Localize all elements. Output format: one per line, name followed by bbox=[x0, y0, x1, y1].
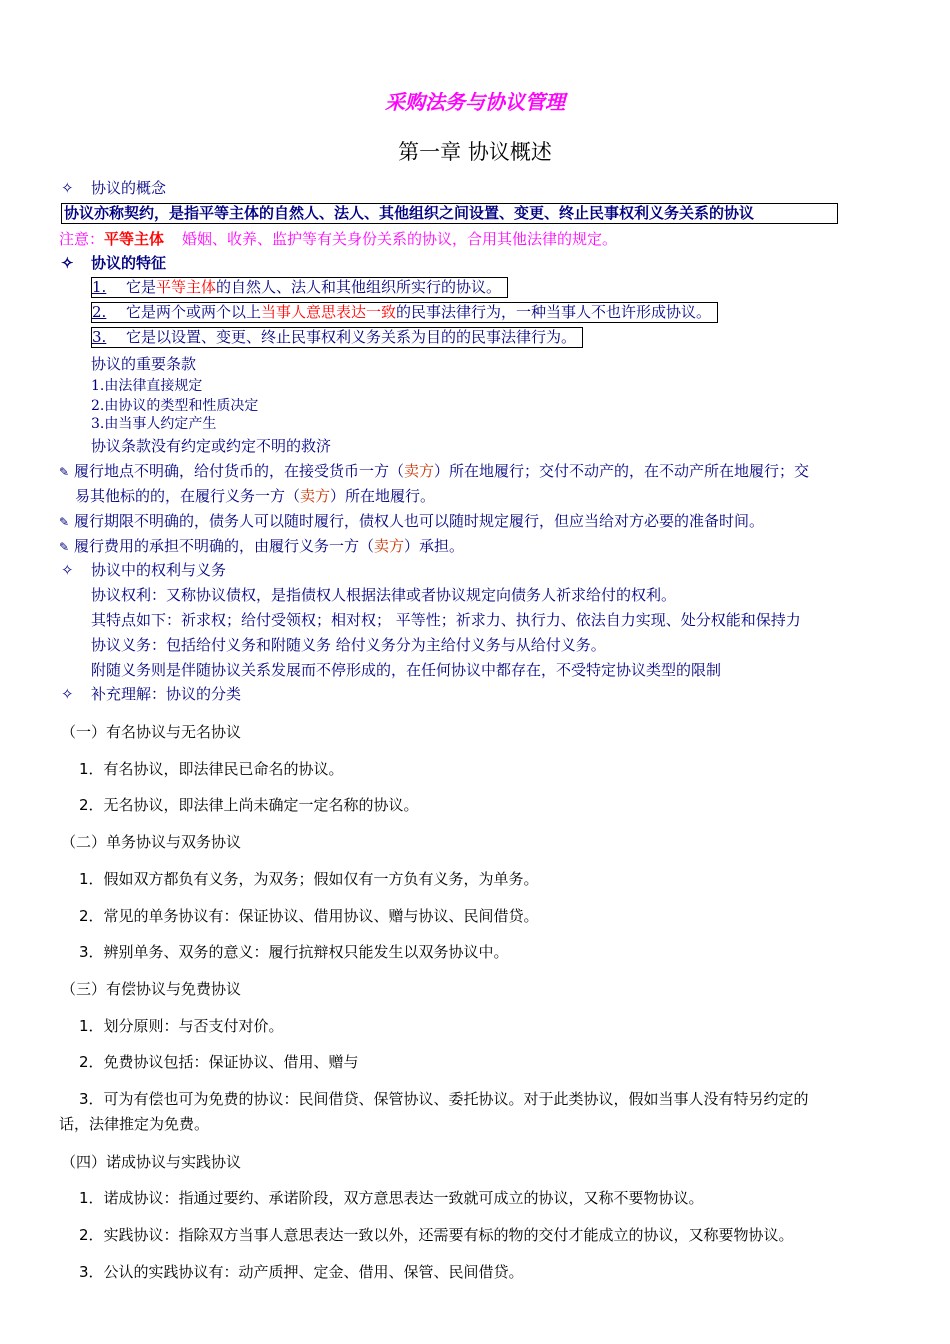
definition-box: 协议亦称契约，是指平等主体的自然人、法人、其他组织之间设置、变更、终止民事权利义务关系的协议 bbox=[61, 203, 838, 224]
remedy-heading: 协议条款没有约定或约定不明的救济 bbox=[91, 437, 332, 455]
list-item: 2．常见的单务协议有：保证协议、借用协议、赠与协议、民间借贷。 bbox=[79, 907, 539, 925]
rights-line: 附随义务则是伴随协议关系发展而不停形成的，在任何协议中都存在，不受特定协议类型的限制 bbox=[91, 661, 722, 679]
list-item: 2．实践协议：指除双方当事人意思表达一致以外，还需要有标的物的交付才能成立的协议，又称要物协议。 bbox=[79, 1226, 794, 1244]
section-title: （四）诺成协议与实践协议 bbox=[61, 1153, 242, 1171]
classification-heading: 补充理解：协议的分类 bbox=[91, 685, 242, 703]
terms-heading: 协议的重要条款 bbox=[91, 355, 197, 373]
list-item: 1．诺成协议：指通过要约、承诺阶段，双方意思表达一致就可成立的协议，又称不要物协议。 bbox=[79, 1189, 704, 1207]
remedy-line: ✎ 履行费用的承担不明确的，由履行义务一方（卖方）承担。 bbox=[59, 537, 465, 555]
rights-line: 其特点如下：祈求权；给付受领权；相对权； 平等性；祈求力、执行力、依法自力实现、处分权能和保持力 bbox=[91, 611, 801, 629]
remedy-line: ✎ 履行期限不明确的，债务人可以随时履行，债权人也可以随时规定履行，但应当给对方必要的准备时间。 bbox=[59, 512, 765, 530]
chapter-heading: 第一章 协议概述 bbox=[398, 140, 552, 164]
list-item: 3．辨别单务、双务的意义：履行抗辩权只能发生以双务协议中。 bbox=[79, 943, 509, 961]
note-key: 平等主体 bbox=[104, 230, 165, 248]
diamond-outline-icon: ✧ bbox=[61, 561, 74, 579]
rights-line: 协议义务：包括给付义务和附随义务 给付义务分为主给付义务与从给付义务。 bbox=[91, 636, 606, 654]
terms-item: 3.由当事人约定产生 bbox=[91, 416, 217, 432]
terms-item: 2.由协议的类型和性质决定 bbox=[91, 398, 259, 414]
section-title: （三）有偿协议与免费协议 bbox=[61, 980, 242, 998]
list-item: 2．免费协议包括：保证协议、借用、赠与 bbox=[79, 1053, 359, 1071]
feature-item: 2. 它是两个或两个以上当事人意思表达一致的民事法律行为，一种当事人不也许形成协议。 bbox=[91, 302, 718, 323]
pen-icon: ✎ bbox=[59, 540, 70, 554]
list-item: 3．可为有偿也可为免费的协议：民间借贷、保管协议、委托协议。对于此类协议，假如当事人没有特另约定的 bbox=[79, 1090, 809, 1108]
note-text: 婚姻、收养、监护等有关身份关系的协议，合用其他法律的规定。 bbox=[182, 230, 618, 248]
pen-icon: ✎ bbox=[59, 515, 70, 529]
feature-item: 3. 它是以设置、变更、终止民事权利义务关系为目的的民事法律行为。 bbox=[91, 327, 583, 348]
remedy-line: ✎ 履行地点不明确，给付货币的，在接受货币一方（卖方）所在地履行；交付不动产的，在不动产所在地履行；交 bbox=[59, 462, 810, 480]
rights-line: 协议权利：又称协议债权，是指债权人根据法律或者协议规定向债务人祈求给付的权利。 bbox=[91, 586, 677, 604]
terms-item: 1.由法律直接规定 bbox=[91, 378, 203, 394]
section-title: （一）有名协议与无名协议 bbox=[61, 723, 242, 741]
concept-heading: 协议的概念 bbox=[91, 179, 167, 197]
list-item: 2．无名协议，即法律上尚未确定一定名称的协议。 bbox=[79, 796, 419, 814]
concept-heading-row bbox=[61, 177, 166, 198]
features-heading: 协议的特征 bbox=[91, 254, 167, 272]
rights-heading: 协议中的权利与义务 bbox=[91, 561, 227, 579]
classification-heading-row bbox=[61, 683, 241, 704]
remedy-line: 易其他标的的，在履行义务一方（卖方）所在地履行。 bbox=[75, 487, 436, 505]
diamond-outline-icon: ✧ bbox=[61, 685, 74, 703]
list-item-continuation: 话，法律推定为免费。 bbox=[59, 1115, 210, 1133]
list-item: 1．有名协议，即法律民已命名的协议。 bbox=[79, 760, 344, 778]
list-item: 1．划分原则：与否支付对价。 bbox=[79, 1017, 284, 1035]
diamond-outline-icon: ✧ bbox=[61, 254, 74, 272]
features-heading-row bbox=[61, 252, 166, 273]
list-item: 1．假如双方都负有义务，为双务；假如仅有一方负有义务，为单务。 bbox=[79, 870, 539, 888]
feature-item: 1. 它是平等主体的自然人、法人和其他组织所实行的协议。 bbox=[91, 277, 508, 298]
note-label: 注意： bbox=[59, 230, 105, 248]
diamond-outline-icon: ✧ bbox=[61, 179, 74, 197]
section-title: （二）单务协议与双务协议 bbox=[61, 833, 242, 851]
list-item: 3．公认的实践协议有：动产质押、定金、借用、保管、民间借贷。 bbox=[79, 1263, 524, 1281]
pen-icon: ✎ bbox=[59, 465, 70, 479]
rights-heading-row bbox=[61, 559, 226, 580]
document-title: 采购法务与协议管理 bbox=[385, 90, 565, 114]
note-line bbox=[59, 228, 617, 249]
